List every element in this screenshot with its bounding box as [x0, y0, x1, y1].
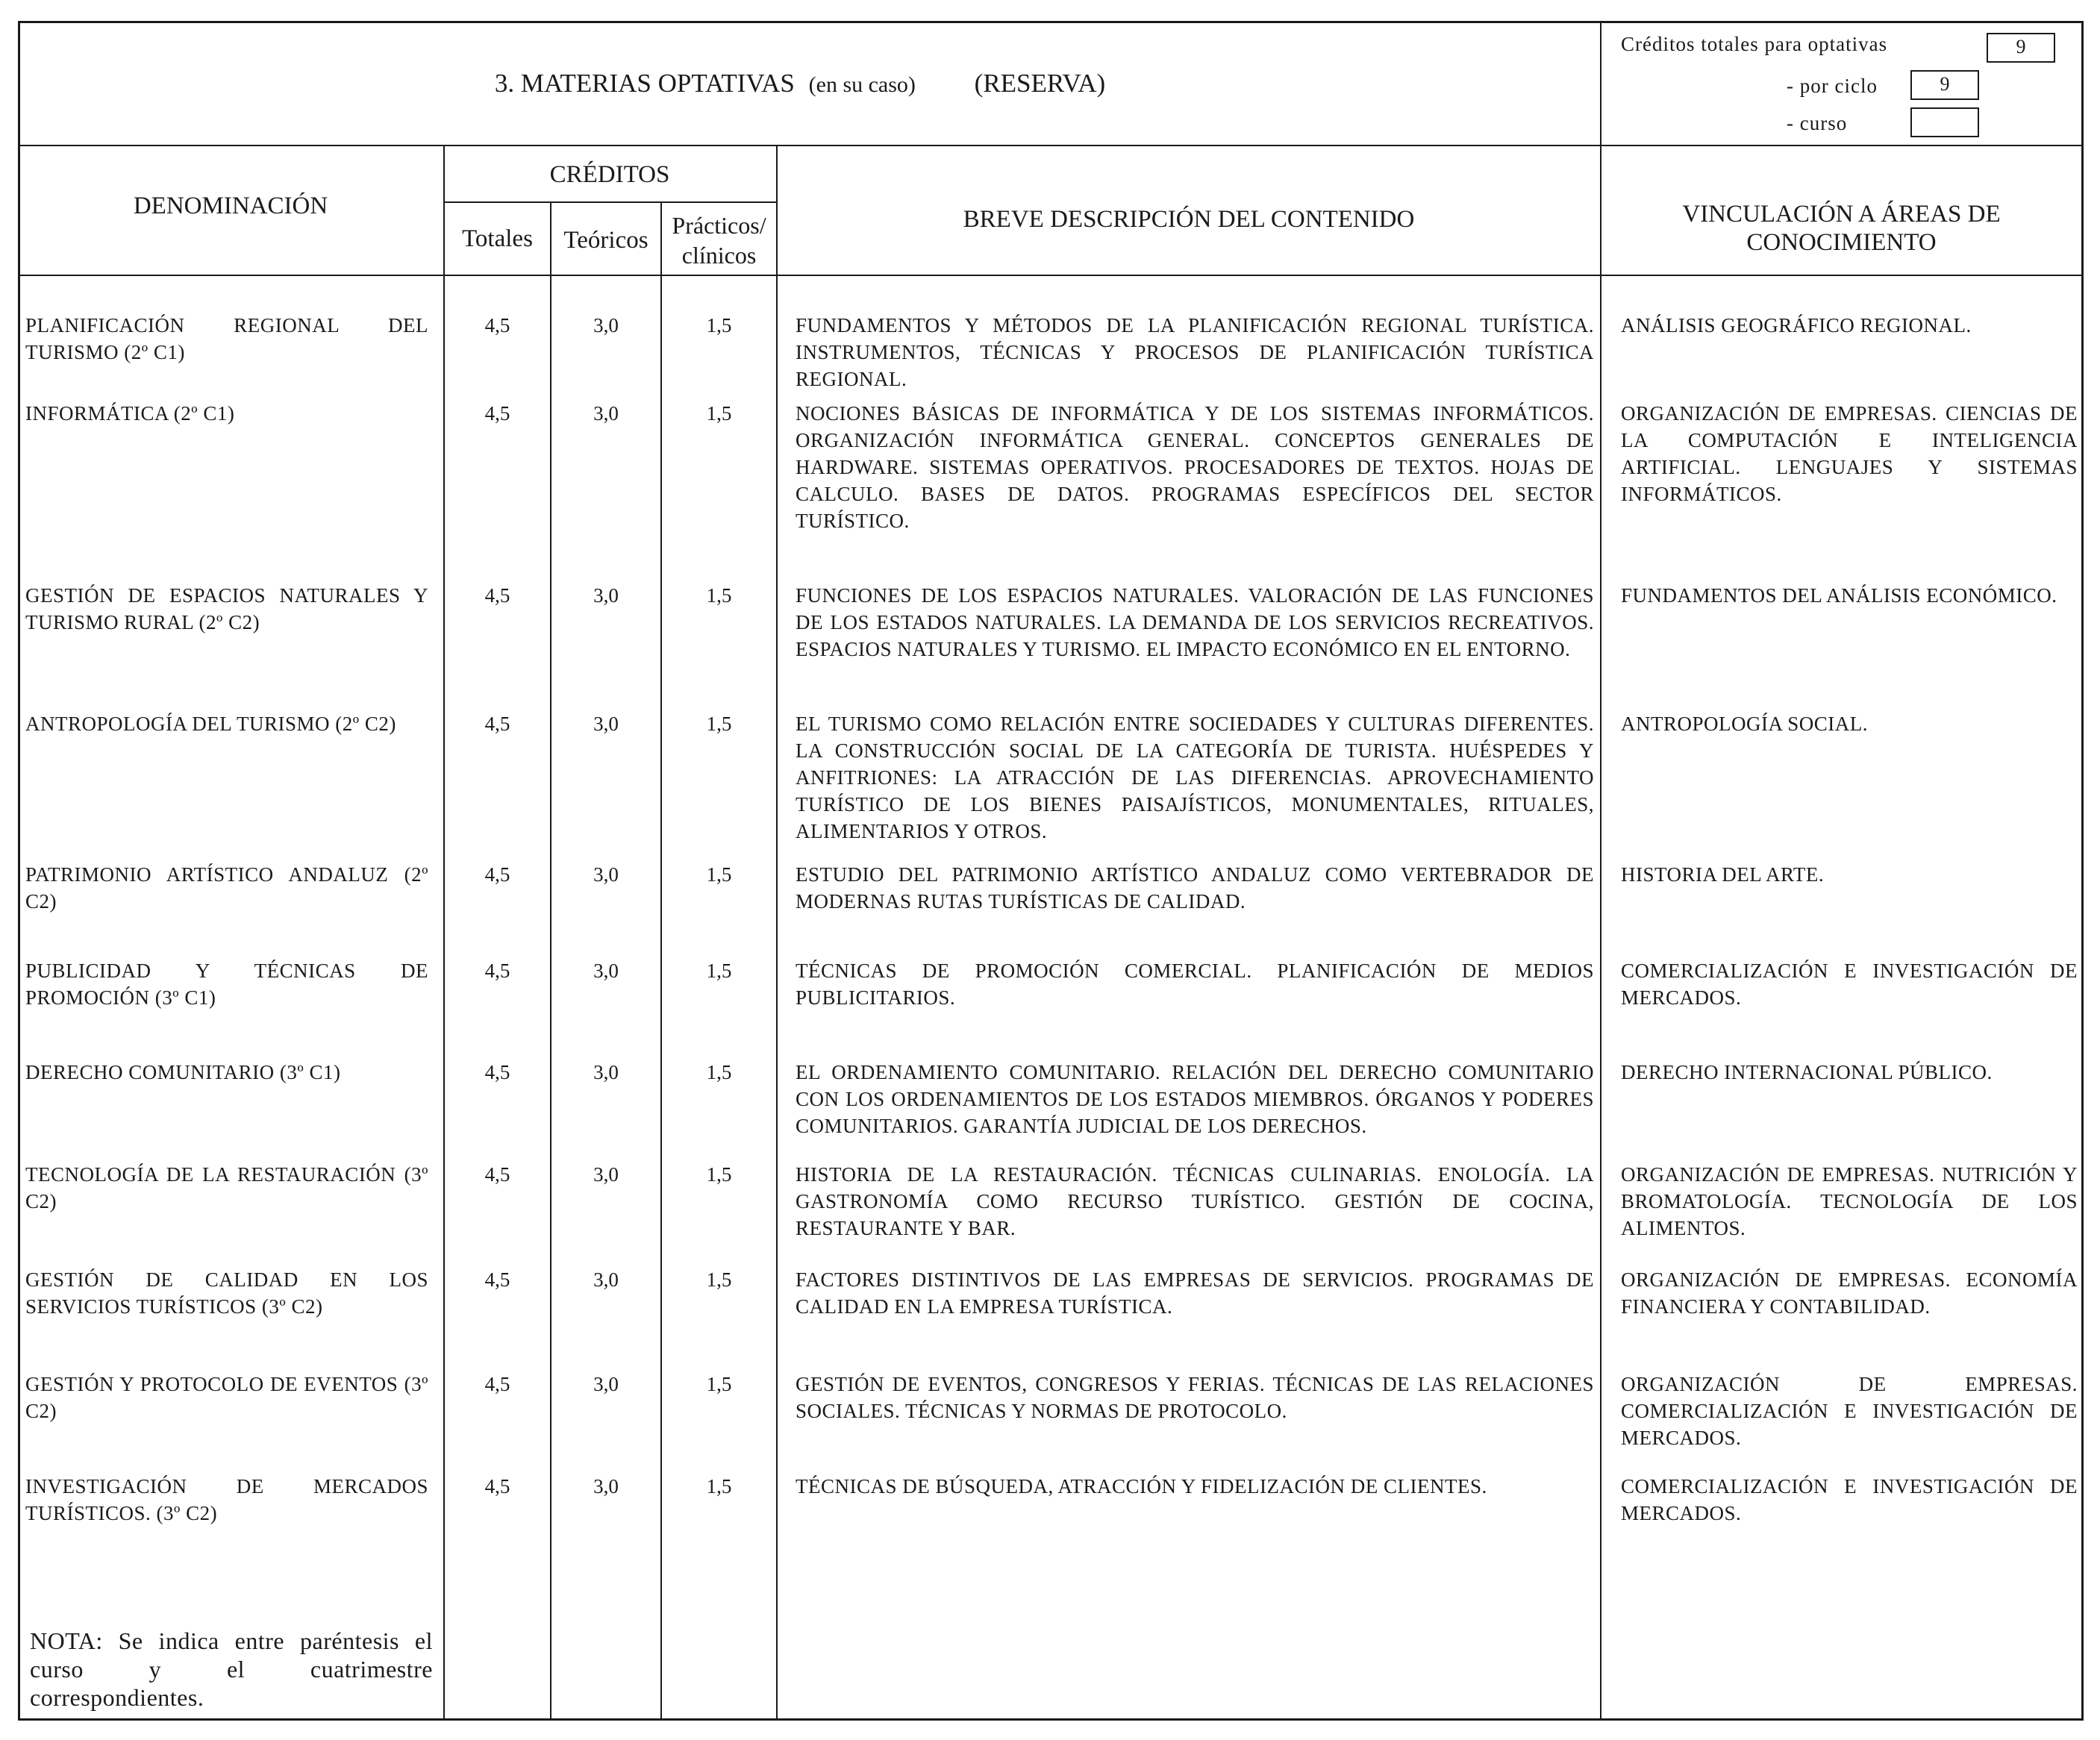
table-border-bottom	[18, 1718, 2084, 1721]
subject-description: NOCIONES BÁSICAS DE INFORMÁTICA Y DE LOS SISTEMAS INFORMÁTICOS. ORGANIZACIÓN INFORMÁTICA GENERAL. CONCEPTOS GENERALES DE HARDWARE. SISTEMAS OPERATIVOS. PROCESADORES DE TEXTOS. HOJAS DE CALCULO. BASES DE DATOS. PROGRAMAS ESPECÍFICOS DEL SECTOR TURÍSTICO.	[796, 402, 1594, 532]
credits-teoricos: 3,0	[593, 1373, 619, 1395]
knowledge-area: HISTORIA DEL ARTE.	[1621, 863, 1825, 886]
subject-description: TÉCNICAS DE PROMOCIÓN COMERCIAL. PLANIFICACIÓN DE MEDIOS PUBLICITARIOS.	[796, 960, 1594, 1009]
title-sub: (en su caso)	[808, 72, 916, 97]
credits-practicos: 1,5	[706, 584, 732, 607]
creditos-subdivider	[443, 201, 778, 203]
subject-description: EL TURISMO COMO RELACIÓN ENTRE SOCIEDADES Y CULTURAS DIFERENTES. LA CONSTRUCCIÓN SOCIAL DE LA CATEGORÍA DE TURISTA. HUÉSPEDES Y ANFITRIONES: LA ATRACCIÓN DE LAS DIFERENCIAS. APROVECHAMIENTO TURÍSTICO DE LOS BIENES PAISAJÍSTICOS, MONUMENTALES, RITUALES, ALIMENTARIOS Y OTROS.	[796, 713, 1594, 842]
knowledge-area: DERECHO INTERNACIONAL PÚBLICO.	[1621, 1061, 1993, 1083]
knowledge-area: FUNDAMENTOS DEL ANÁLISIS ECONÓMICO.	[1621, 584, 2057, 607]
knowledge-area: COMERCIALIZACIÓN E INVESTIGACIÓN DE MERCADOS.	[1621, 1475, 2078, 1524]
credits-teoricos: 3,0	[593, 1061, 619, 1083]
credits-totales: 4,5	[484, 1475, 510, 1498]
col-practicos-line1: Prácticos/	[672, 212, 766, 239]
subject-name: PLANIFICACIÓN REGIONAL DEL TURISMO (2º C1)	[25, 314, 428, 363]
credits-total-label: Créditos totales para optativas	[1621, 33, 1888, 55]
col-practicos	[662, 210, 776, 270]
col-practicos-line2: clínicos	[681, 242, 757, 269]
credits-total-box: 9	[1987, 33, 2055, 63]
credits-practicos: 1,5	[706, 863, 732, 886]
col-vinculacion-line1: VINCULACIÓN A ÁREAS DE	[1682, 201, 2001, 228]
subject-description: FUNDAMENTOS Y MÉTODOS DE LA PLANIFICACIÓN REGIONAL TURÍSTICA. INSTRUMENTOS, TÉCNICAS Y PROCESOS DE PLANIFICACIÓN TURÍSTICA REGIONAL.	[796, 314, 1594, 390]
credits-teoricos: 3,0	[593, 1475, 619, 1498]
credits-practicos: 1,5	[706, 1061, 732, 1083]
subject-description: GESTIÓN DE EVENTOS, CONGRESOS Y FERIAS. TÉCNICAS DE LAS RELACIONES SOCIALES. TÉCNICAS Y NORMAS DE PROTOCOLO.	[796, 1373, 1594, 1422]
credits-totales: 4,5	[484, 1061, 510, 1083]
credits-teoricos: 3,0	[593, 1268, 619, 1291]
credits-practicos: 1,5	[706, 1268, 732, 1291]
credits-practicos: 1,5	[706, 960, 732, 982]
credits-totales: 4,5	[484, 402, 510, 425]
column-header-divider	[18, 275, 2084, 276]
credits-practicos: 1,5	[706, 713, 732, 735]
credits-totales: 4,5	[484, 960, 510, 982]
subject-description: FACTORES DISTINTIVOS DE LAS EMPRESAS DE SERVICIOS. PROGRAMAS DE CALIDAD EN LA EMPRESA TURÍSTICA.	[796, 1268, 1594, 1318]
knowledge-area: ANÁLISIS GEOGRÁFICO REGIONAL.	[1621, 314, 1972, 337]
subject-name: GESTIÓN DE CALIDAD EN LOS SERVICIOS TURÍSTICOS (3º C2)	[25, 1268, 428, 1318]
col-vinculacion-line2: CONOCIMIENTO	[1746, 229, 1937, 256]
credits-totales: 4,5	[484, 584, 510, 607]
subject-description: EL ORDENAMIENTO COMUNITARIO. RELACIÓN DEL DERECHO COMUNITARIO CON LOS ORDENAMIENTOS DE LOS ESTADOS MIEMBROS. ÓRGANOS Y PODERES COMUNITARIOS. GARANTÍA JUDICIAL DE LOS DERECHOS.	[796, 1061, 1594, 1137]
section-title	[0, 67, 1600, 101]
col-vinculacion	[1601, 200, 2081, 257]
knowledge-area: ORGANIZACIÓN DE EMPRESAS. ECONOMÍA FINANCIERA Y CONTABILIDAD.	[1621, 1268, 2078, 1318]
subject-name: PATRIMONIO ARTÍSTICO ANDALUZ (2º C2)	[25, 863, 428, 913]
credits-teoricos: 3,0	[593, 863, 619, 886]
credits-totales: 4,5	[484, 1163, 510, 1186]
subject-name: INFORMÁTICA (2º C1)	[25, 402, 235, 425]
credits-teoricos: 3,0	[593, 402, 619, 425]
credits-totales: 4,5	[484, 314, 510, 337]
header-divider	[18, 145, 2084, 146]
col-line-5	[1600, 21, 1601, 1719]
subject-description: FUNCIONES DE LOS ESPACIOS NATURALES. VALORACIÓN DE LAS FUNCIONES DE LOS ESTADOS NATURALES. LA DEMANDA DE LOS SERVICIOS RECREATIVOS. ESPACIOS NATURALES Y TURISMO. EL IMPACTO ECONÓMICO EN EL ENTORNO.	[796, 584, 1594, 660]
credits-teoricos: 3,0	[593, 1163, 619, 1186]
col-creditos: CRÉDITOS	[549, 161, 670, 188]
por-ciclo-box: 9	[1910, 70, 1979, 100]
knowledge-area: ORGANIZACIÓN DE EMPRESAS. COMERCIALIZACIÓN E INVESTIGACIÓN DE MERCADOS.	[1621, 1373, 2078, 1449]
credits-totales: 4,5	[484, 713, 510, 735]
knowledge-area: COMERCIALIZACIÓN E INVESTIGACIÓN DE MERCADOS.	[1621, 960, 2078, 1009]
por-ciclo-label: - por ciclo	[1787, 75, 1878, 97]
credits-totales: 4,5	[484, 1373, 510, 1395]
credits-totales: 4,5	[484, 1268, 510, 1291]
credits-teoricos: 3,0	[593, 584, 619, 607]
title-main: 3. MATERIAS OPTATIVAS	[494, 69, 795, 98]
subject-name: GESTIÓN DE ESPACIOS NATURALES Y TURISMO RURAL (2º C2)	[25, 584, 428, 633]
nota: NOTA: Se indica entre paréntesis el curso y el cuatrimestre correspondientes.	[30, 1627, 433, 1711]
credits-teoricos: 3,0	[593, 713, 619, 735]
title-reserva: (RESERVA)	[974, 69, 1106, 98]
table-border-top	[18, 21, 2084, 23]
knowledge-area: ORGANIZACIÓN DE EMPRESAS. NUTRICIÓN Y BROMATOLOGÍA. TECNOLOGÍA DE LOS ALIMENTOS.	[1621, 1163, 2078, 1239]
credits-totales: 4,5	[484, 863, 510, 886]
knowledge-area: ORGANIZACIÓN DE EMPRESAS. CIENCIAS DE LA COMPUTACIÓN E INTELIGENCIA ARTIFICIAL. LENGUAJES Y SISTEMAS INFORMÁTICOS.	[1621, 402, 2078, 505]
col-totales: Totales	[462, 225, 533, 252]
curso-box	[1910, 107, 1979, 137]
subject-description: TÉCNICAS DE BÚSQUEDA, ATRACCIÓN Y FIDELIZACIÓN DE CLIENTES.	[796, 1475, 1487, 1498]
credits-teoricos: 3,0	[593, 314, 619, 337]
subject-name: ANTROPOLOGÍA DEL TURISMO (2º C2)	[25, 713, 396, 735]
col-denominacion: DENOMINACIÓN	[133, 193, 328, 219]
credits-practicos: 1,5	[706, 314, 732, 337]
subject-name: PUBLICIDAD Y TÉCNICAS DE PROMOCIÓN (3º C1)	[25, 960, 428, 1009]
subject-description: HISTORIA DE LA RESTAURACIÓN. TÉCNICAS CULINARIAS. ENOLOGÍA. LA GASTRONOMÍA COMO RECURSO TURÍSTICO. GESTIÓN DE COCINA, RESTAURANTE Y BAR.	[796, 1163, 1594, 1239]
credits-practicos: 1,5	[706, 1475, 732, 1498]
curso-label: - curso	[1787, 112, 1848, 134]
credits-practicos: 1,5	[706, 1163, 732, 1186]
subject-name: GESTIÓN Y PROTOCOLO DE EVENTOS (3º C2)	[25, 1373, 428, 1422]
subject-name: DERECHO COMUNITARIO (3º C1)	[25, 1061, 341, 1083]
subject-description: ESTUDIO DEL PATRIMONIO ARTÍSTICO ANDALUZ COMO VERTEBRADOR DE MODERNAS RUTAS TURÍSTICAS DE CALIDAD.	[796, 863, 1594, 913]
col-line-4	[776, 145, 778, 1719]
credits-practicos: 1,5	[706, 402, 732, 425]
subject-name: INVESTIGACIÓN DE MERCADOS TURÍSTICOS. (3º C2)	[25, 1475, 428, 1524]
knowledge-area: ANTROPOLOGÍA SOCIAL.	[1621, 713, 1869, 735]
credits-practicos: 1,5	[706, 1373, 732, 1395]
subject-name: TECNOLOGÍA DE LA RESTAURACIÓN (3º C2)	[25, 1163, 428, 1212]
col-descripcion: BREVE DESCRIPCIÓN DEL CONTENIDO	[963, 206, 1415, 233]
credits-teoricos: 3,0	[593, 960, 619, 982]
col-teoricos: Teóricos	[563, 227, 649, 254]
